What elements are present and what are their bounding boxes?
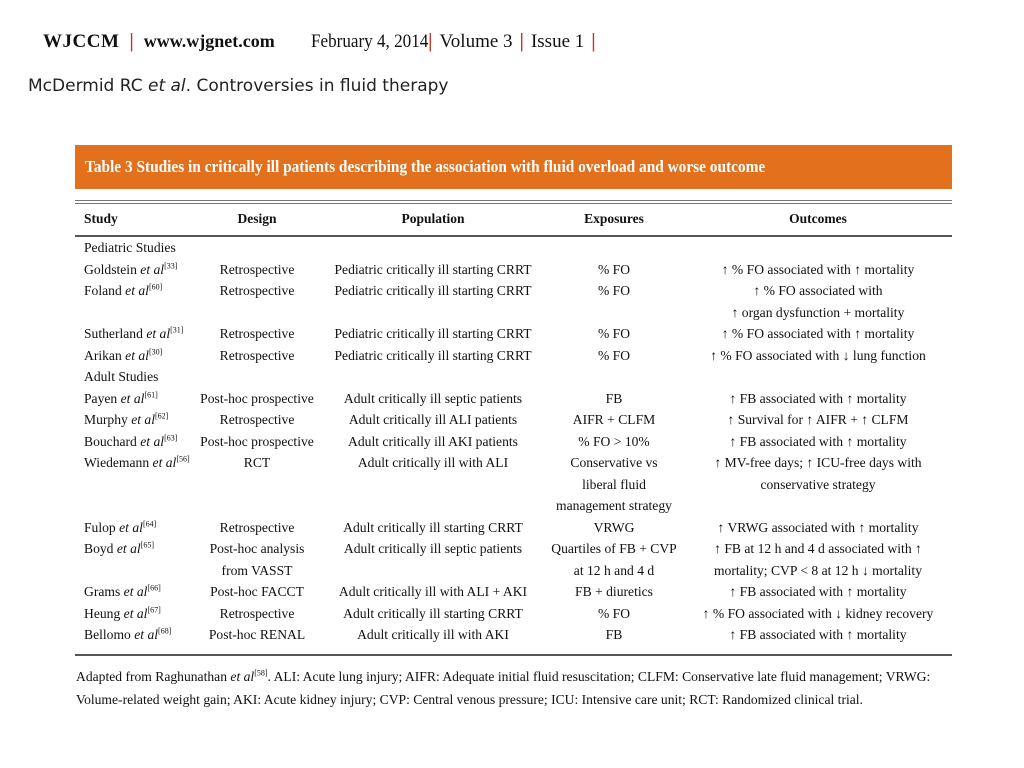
column-header-study: Study [75, 204, 192, 236]
exposure-cell: FB [605, 627, 623, 642]
study-ref: [33] [164, 260, 178, 270]
study-cell [75, 323, 192, 345]
header-separator: | [428, 30, 433, 52]
table-caption: Table 3 Studies in critically ill patients describing the association with fluid overload and worse outcome [85, 157, 766, 176]
exposure-cell: % FO [597, 283, 631, 298]
exposure-cell: FB + diuretics [575, 584, 653, 599]
study-author: Wiedemann [84, 455, 150, 470]
table-body [75, 200, 952, 656]
column-header-design: Design [192, 204, 322, 236]
study-ref: [61] [144, 389, 158, 399]
running-title [28, 76, 448, 96]
volume-label: Volume 3 [439, 31, 513, 52]
design-cell: Retrospective [219, 326, 295, 341]
design-cell: Post-hoc prospective [200, 390, 314, 406]
header-separator: | [519, 30, 524, 52]
study-cell [75, 431, 192, 453]
study-ref: [67] [147, 604, 161, 614]
study-cell [75, 280, 192, 323]
study-etal: et al [134, 627, 159, 642]
population-cell: Adult critically ill with ALI [357, 455, 509, 470]
table-caption-bar [75, 145, 952, 189]
study-etal: et al [131, 412, 156, 427]
outcome-cell: ↑ MV-free days; ↑ ICU-free days with conservative strategy [714, 455, 922, 492]
study-etal: et al [119, 519, 143, 535]
design-cell: Post-hoc analysis from VASST [209, 541, 305, 578]
column-header-population: Population [322, 204, 544, 236]
study-author: Heung [84, 605, 121, 621]
studies-table [75, 204, 952, 646]
exposure-cell: % FO [597, 261, 631, 277]
study-etal: et al [140, 261, 165, 277]
study-cell [75, 603, 192, 625]
exposure-cell: Conservative vs liberal fluid management strategy [556, 455, 672, 513]
study-etal: et al [125, 283, 149, 298]
issue-meta [421, 30, 603, 53]
study-etal: et al [146, 326, 171, 341]
exposure-cell: Quartiles of FB + CVP at 12 h and 4 d [551, 541, 677, 578]
journal-url: www.wjgnet.com [143, 31, 275, 51]
column-header-exposures: Exposures [544, 204, 684, 236]
study-etal: et al [116, 541, 141, 556]
header-separator: | [591, 30, 596, 52]
study-cell [75, 259, 192, 281]
outcome-cell: ↑ Survival for ↑ AIFR + ↑ CLFM [727, 412, 909, 427]
study-ref: [65] [140, 540, 154, 550]
table-row [75, 452, 952, 517]
population-cell: Adult critically ill starting CRRT [343, 605, 523, 621]
table-row [75, 517, 952, 539]
table-row [75, 603, 952, 625]
study-cell [75, 452, 192, 517]
footnote-prefix: Adapted from Raghunathan [76, 669, 227, 684]
study-author: Grams [84, 584, 121, 599]
issue-date: February 4, 2014 [310, 31, 429, 52]
study-ref: [66] [147, 583, 161, 593]
table-rows [75, 236, 952, 646]
study-author: Bellomo [84, 627, 131, 642]
outcome-cell: ↑ % FO associated with ↓ lung function [710, 347, 926, 363]
study-author: Payen [84, 390, 118, 406]
exposure-cell: AIFR + CLFM [572, 412, 656, 427]
population-cell: Adult critically ill with AKI [357, 627, 509, 642]
design-cell: Retrospective [219, 283, 295, 298]
outcome-cell: ↑ FB associated with ↑ mortality [729, 627, 907, 642]
study-ref: [31] [170, 325, 184, 335]
table-row [75, 345, 952, 367]
study-author: Bouchard [84, 433, 137, 449]
population-cell: Adult critically ill starting CRRT [343, 519, 523, 535]
outcome-cell: ↑ % FO associated with ↓ kidney recovery [702, 605, 934, 621]
population-cell: Pediatric critically ill starting CRRT [334, 283, 532, 298]
study-etal: et al [125, 347, 149, 363]
exposure-cell: % FO [597, 326, 631, 341]
table-row [75, 323, 952, 345]
table-row [75, 431, 952, 453]
footnote-text: . ALI: Acute lung injury; AIFR: Adequate initial fluid resuscitation; CLFM: Conservative late fluid management; VRWG: Volume-related weight gain; AKI: Acute kidney injury; CVP: Central venous pressure; ICU: Intensive care unit; RCT: Randomized clinical trial. [76, 669, 931, 707]
study-cell [75, 517, 192, 539]
exposure-cell: FB [605, 390, 623, 406]
table-footnote [76, 666, 956, 711]
exposure-cell: % FO [597, 605, 631, 621]
table-row [75, 259, 952, 281]
population-cell: Adult critically ill with ALI + AKI [338, 584, 528, 599]
table-row [75, 388, 952, 410]
population-cell: Adult critically ill septic patients [343, 390, 523, 406]
study-ref: [56] [176, 454, 190, 464]
study-author: Sutherland [84, 326, 143, 341]
issue-label: Issue 1 [530, 31, 585, 52]
section-label: Pediatric Studies [84, 240, 176, 255]
design-cell: Retrospective [219, 519, 295, 535]
design-cell: Post-hoc prospective [200, 433, 314, 449]
section-label: Adult Studies [84, 369, 159, 384]
study-ref: [62] [155, 411, 169, 421]
exposure-cell: % FO > 10% [578, 433, 650, 449]
design-cell: Retrospective [219, 261, 295, 277]
population-cell: Pediatric critically ill starting CRRT [334, 347, 532, 363]
study-cell [75, 409, 192, 431]
study-cell [75, 345, 192, 367]
population-cell: Pediatric critically ill starting CRRT [334, 261, 532, 277]
exposure-cell: % FO [597, 347, 631, 363]
column-header-outcomes: Outcomes [684, 204, 952, 236]
study-author: Goldstein [84, 261, 137, 277]
study-etal: et al [123, 584, 148, 599]
table-row [75, 538, 952, 581]
table-3 [75, 145, 952, 656]
table-row [75, 624, 952, 646]
study-etal: et al [152, 455, 177, 470]
table-row [75, 280, 952, 323]
running-title-text: . Controversies in fluid therapy [185, 76, 449, 96]
design-cell: Retrospective [219, 412, 295, 427]
running-title-authors: McDermid RC [28, 76, 143, 96]
study-cell [75, 538, 192, 581]
study-cell [75, 581, 192, 603]
study-author: Murphy [84, 412, 128, 427]
study-author: Fulop [84, 519, 116, 535]
study-etal: et al [120, 390, 145, 406]
design-cell: Retrospective [219, 347, 295, 363]
population-cell: Pediatric critically ill starting CRRT [334, 326, 532, 341]
section-row [75, 366, 952, 388]
table-row [75, 409, 952, 431]
study-ref: [68] [158, 626, 172, 636]
table-header-row [75, 204, 952, 236]
study-ref: [60] [148, 282, 163, 292]
study-ref: [64] [142, 518, 157, 528]
header-separator: | [129, 30, 134, 52]
study-author: Foland [84, 283, 122, 298]
population-cell: Adult critically ill AKI patients [348, 433, 518, 449]
outcome-cell: ↑ VRWG associated with ↑ mortality [717, 519, 919, 535]
running-title-etal: et al [147, 76, 186, 96]
design-cell: RCT [243, 455, 271, 470]
study-author: Arikan [84, 347, 122, 363]
exposure-cell: VRWG [593, 519, 635, 535]
study-author: Boyd [84, 541, 114, 556]
table-row [75, 581, 952, 603]
study-ref: [63] [164, 432, 178, 442]
design-cell: Post-hoc RENAL [208, 627, 306, 642]
page-header [43, 30, 603, 60]
footnote-ref: [58] [254, 668, 268, 678]
study-ref: [30] [148, 346, 163, 356]
outcome-cell: ↑ FB associated with ↑ mortality [729, 390, 907, 406]
study-etal: et al [123, 605, 148, 621]
outcome-cell: ↑ FB at 12 h and 4 d associated with ↑ mortality; CVP < 8 at 12 h ↓ mortality [713, 541, 923, 578]
population-cell: Adult critically ill ALI patients [348, 412, 518, 427]
journal-name: WJCCM [43, 31, 120, 52]
section-row [75, 236, 952, 259]
design-cell: Post-hoc FACCT [210, 584, 304, 599]
study-etal: et al [140, 433, 165, 449]
population-cell: Adult critically ill septic patients [343, 541, 523, 556]
outcome-cell: ↑ % FO associated with ↑ organ dysfunction + mortality [731, 283, 905, 320]
outcome-cell: ↑ % FO associated with ↑ mortality [721, 261, 915, 277]
study-cell [75, 624, 192, 646]
design-cell: Retrospective [219, 605, 295, 621]
outcome-cell: ↑ FB associated with ↑ mortality [729, 433, 907, 449]
outcome-cell: ↑ FB associated with ↑ mortality [729, 584, 907, 599]
footnote-etal: et al [230, 669, 255, 684]
outcome-cell: ↑ % FO associated with ↑ mortality [721, 326, 915, 341]
study-cell [75, 388, 192, 410]
